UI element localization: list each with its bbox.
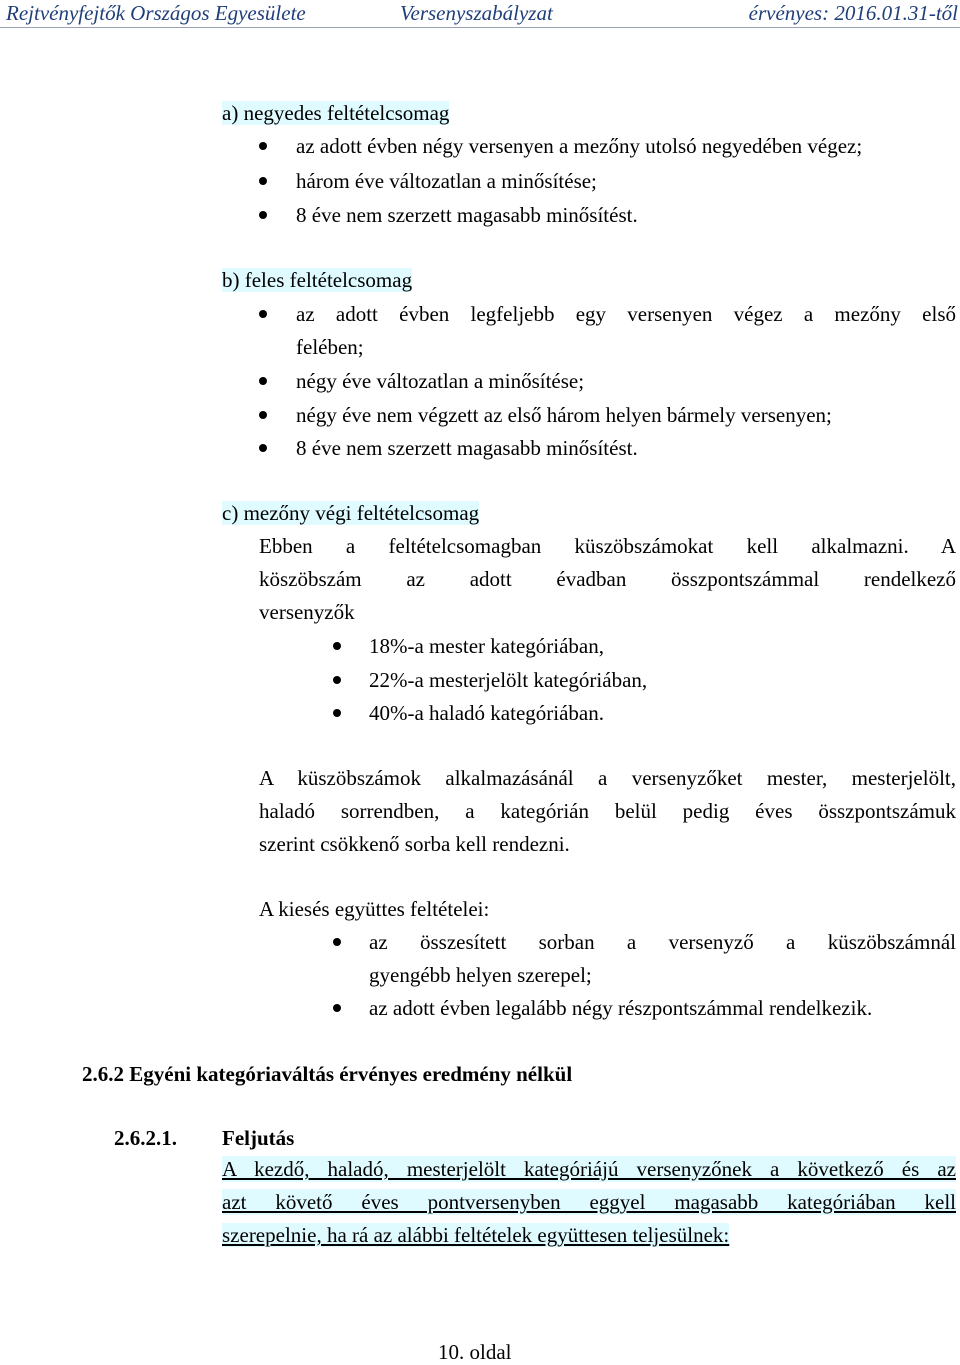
section-c-title: c) mezőny végi feltételcsomag bbox=[222, 501, 480, 525]
threshold-item: 18%-a mester kategóriában, bbox=[369, 634, 604, 658]
subsection-title: Feljutás bbox=[222, 1126, 295, 1150]
subsection-number: 2.6.2.1. bbox=[114, 1126, 177, 1150]
threshold-item: 40%-a haladó kategóriában. bbox=[369, 701, 604, 725]
section-b-item: négy éve változatlan a minősítése; bbox=[296, 369, 585, 393]
bullet-icon bbox=[259, 211, 267, 219]
section-c-paragraph: szerint csökkenő sorba kell rendezni. bbox=[259, 832, 570, 856]
drop-condition-item-cont: gyengébb helyen szerepel; bbox=[369, 963, 592, 987]
bullet-icon bbox=[333, 676, 341, 684]
section-a-item: 8 éve nem szerzett magasabb minősítést. bbox=[296, 203, 638, 227]
bullet-icon bbox=[333, 642, 341, 650]
bullet-icon bbox=[259, 411, 267, 419]
header-doc-title: Versenyszabályzat bbox=[400, 1, 553, 25]
header-validity: érvényes: 2016.01.31-től bbox=[748, 1, 958, 25]
page-number: 10. oldal bbox=[438, 1340, 512, 1364]
subsection-text: A kezdő, haladó, mesterjelölt kategóriájú versenyzőnek a következő és az bbox=[222, 1157, 956, 1181]
section-c-intro: Ebben a feltételcsomagban küszöbszámokat kell alkalmazni. A bbox=[259, 534, 956, 558]
section-heading: 2.6.2 Egyéni kategóriaváltás érvényes eredmény nélkül bbox=[82, 1062, 573, 1086]
section-b-item-cont: felében; bbox=[296, 335, 364, 359]
bullet-icon bbox=[259, 142, 267, 150]
header-rule bbox=[0, 27, 960, 28]
section-c-intro: köszöbszám az adott évadban összpontszámmal rendelkező bbox=[259, 567, 956, 591]
section-a-title: a) negyedes feltételcsomag bbox=[222, 101, 450, 125]
bullet-icon bbox=[259, 177, 267, 185]
subsection-text: azt követő éves pontversenyben eggyel magasabb kategóriában kell bbox=[222, 1190, 956, 1214]
section-b-title: b) feles feltételcsomag bbox=[222, 268, 413, 292]
drop-condition-item: az összesített sorban a versenyző a küszöbszámnál bbox=[369, 930, 956, 954]
section-a-item: az adott évben négy versenyen a mezőny utolsó negyedében végez; bbox=[296, 134, 863, 158]
bullet-icon bbox=[259, 310, 267, 318]
bullet-icon bbox=[333, 1004, 341, 1012]
subsection-text: szerepelnie, ha rá az alábbi feltételek együttesen teljesülnek: bbox=[222, 1223, 730, 1247]
section-b-item: négy éve nem végzett az első három helyen bármely versenyen; bbox=[296, 403, 832, 427]
drop-condition-item: az adott évben legalább négy részpontszámmal rendelkezik. bbox=[369, 996, 873, 1020]
section-c-paragraph: A küszöbszámok alkalmazásánál a versenyzőket mester, mesterjelölt, bbox=[259, 766, 956, 790]
section-c-paragraph: haladó sorrendben, a kategórián belül pedig éves összpontszámuk bbox=[259, 799, 956, 823]
bullet-icon bbox=[259, 377, 267, 385]
page-header bbox=[0, 0, 960, 30]
bullet-icon bbox=[333, 709, 341, 717]
section-b-item: az adott évben legfeljebb egy versenyen végez a mezőny első bbox=[296, 302, 956, 326]
section-c-intro: versenyzők bbox=[259, 600, 355, 624]
bullet-icon bbox=[333, 938, 341, 946]
header-org: Rejtvényfejtők Országos Egyesülete bbox=[6, 1, 306, 25]
bullet-icon bbox=[259, 444, 267, 452]
threshold-item: 22%-a mesterjelölt kategóriában, bbox=[369, 668, 648, 692]
section-a-item: három éve változatlan a minősítése; bbox=[296, 169, 597, 193]
drop-conditions-title: A kiesés együttes feltételei: bbox=[259, 897, 490, 921]
section-b-item: 8 éve nem szerzett magasabb minősítést. bbox=[296, 436, 638, 460]
